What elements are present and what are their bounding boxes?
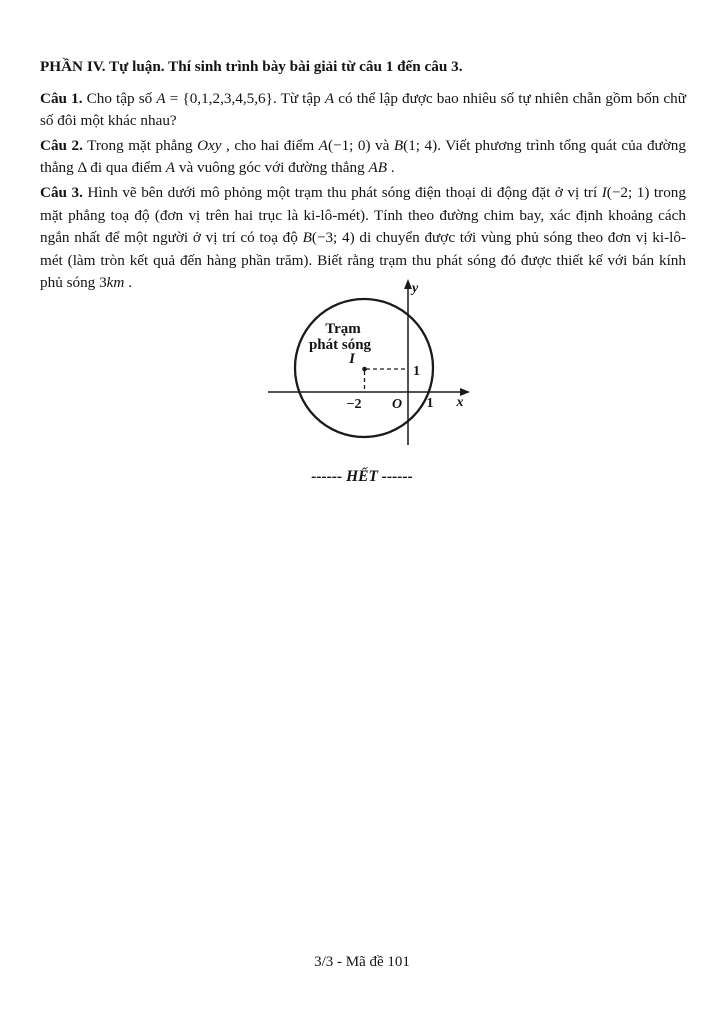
x-axis-label: x xyxy=(456,395,464,410)
origin-label: O xyxy=(391,397,403,412)
y-axis-label: y xyxy=(412,281,419,296)
center-point-label: I xyxy=(349,351,355,367)
text-segment: AB xyxy=(368,159,388,177)
y-unit-label: 1 xyxy=(413,364,420,379)
text-segment: 3 xyxy=(99,274,107,292)
text-segment: A xyxy=(165,159,176,177)
text-segment: A xyxy=(324,89,335,107)
text-segment: Δ xyxy=(77,159,87,177)
y-axis-arrow-icon xyxy=(404,279,412,289)
figure-svg xyxy=(263,276,475,448)
center-point xyxy=(362,367,367,372)
text-segment: trong mặt phẳng toạ độ (đơn vị trên hai trục là ki-lô-mét). Tính theo đường chim bay, xác định khoảng cách ngắn nhất để một người ở vị trí có toạ độ xyxy=(40,183,686,247)
text-segment: . Từ tập xyxy=(272,89,325,107)
text-segment: Cho tập số xyxy=(82,89,157,107)
text-segment: B xyxy=(393,136,404,154)
text-segment: và xyxy=(370,136,394,154)
text-segment: (−3; 4) xyxy=(311,229,355,247)
x-unit-label: 1 xyxy=(426,396,434,411)
text-segment: A xyxy=(156,89,166,107)
text-segment: Câu 3. xyxy=(40,183,83,201)
station-label-line1: Trạm xyxy=(325,321,361,337)
text-segment: Câu 2. xyxy=(40,136,83,154)
text-segment: , cho hai điểm xyxy=(221,136,319,154)
text-segment: (−1; 0) xyxy=(327,136,371,154)
text-segment: . Viết phương trình tổng quát của đường thẳng xyxy=(40,136,686,177)
text-segment: Câu 1. xyxy=(40,89,83,107)
text-segment: Hình vẽ bên dưới mô phỏng một trạm thu phát sóng điện thoại di động đặt ở vị trí xyxy=(82,183,602,201)
question-2-paragraph xyxy=(40,135,686,180)
text-segment: . xyxy=(387,159,395,177)
text-segment: (−2; 1) xyxy=(606,183,650,201)
x-center-label: −2 xyxy=(346,397,362,412)
text-segment: Trong mặt phẳng xyxy=(82,136,198,154)
text-segment: (1; 4) xyxy=(403,136,438,154)
text-segment: km xyxy=(106,274,125,292)
page-footer: 3/3 - Mã đề 101 xyxy=(314,954,410,970)
text-segment: B xyxy=(302,229,312,247)
section-heading: PHẦN IV. Tự luận. Thí sinh trình bày bài giải từ câu 1 đến câu 3. xyxy=(40,58,463,75)
text-segment: di chuyển được tới vùng phủ sóng theo đơn vị ki-lô-mét (làm tròn kết quả đến hàng phần trăm). Biết rằng trạm thu phát sóng đó được thiết kế với bán kính phủ sóng xyxy=(40,229,686,292)
station-label-line2: phát sóng xyxy=(308,337,372,353)
text-segment: Oxy xyxy=(197,136,222,154)
text-segment: và vuông góc với đường thẳng xyxy=(175,159,369,177)
content-area xyxy=(40,56,686,297)
text-segment: . xyxy=(124,274,132,292)
text-segment: = {0,1,2,3,4,5,6} xyxy=(165,89,273,107)
question-1-paragraph xyxy=(40,88,686,133)
text-segment: A xyxy=(318,136,328,154)
text-segment: có thể lập được bao nhiêu số tự nhiên chẵn gồm bốn chữ số đôi một khác nhau? xyxy=(40,89,686,130)
text-segment: đi qua điểm xyxy=(86,159,166,177)
coverage-figure xyxy=(263,276,475,448)
text-segment: I xyxy=(601,183,607,201)
end-marker: ------ HẾT ------ xyxy=(311,468,413,485)
